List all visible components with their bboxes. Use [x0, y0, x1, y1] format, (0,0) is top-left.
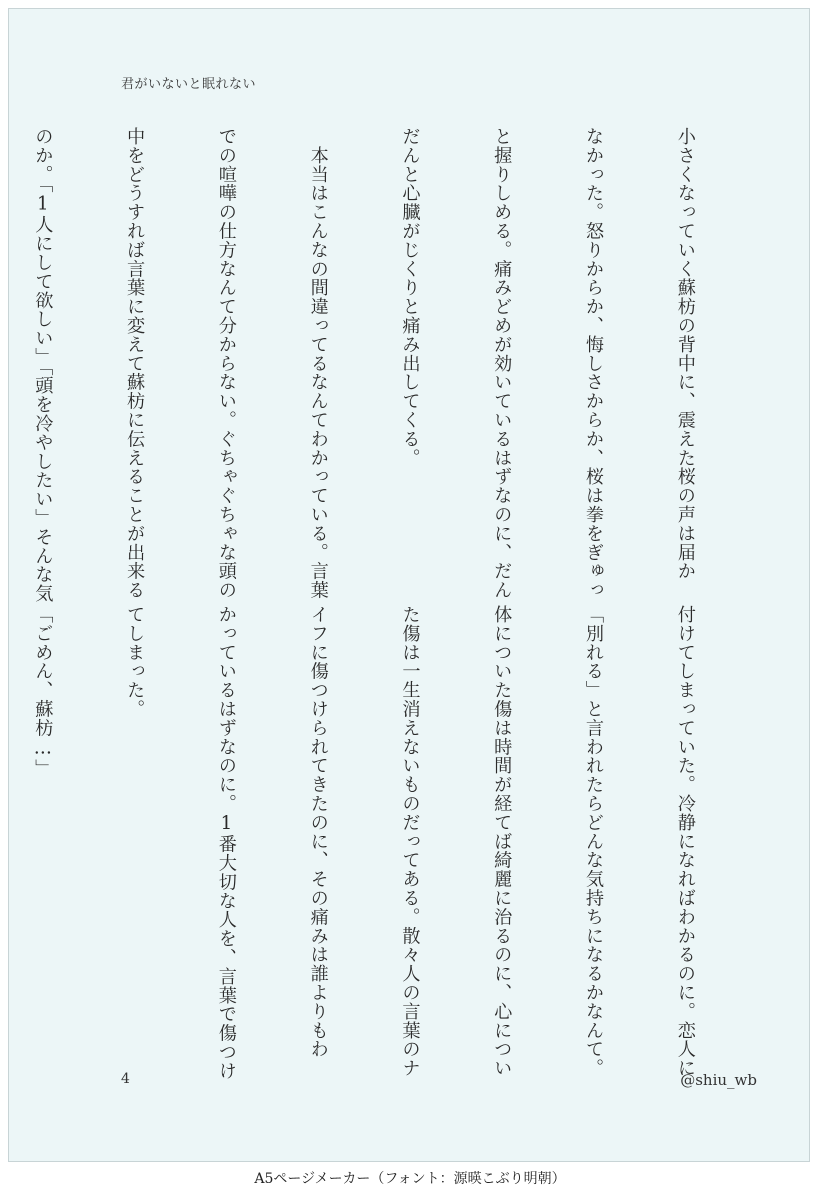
text-column: 「別れる」と言われたらどんな気持ちになるかなんて。: [583, 605, 605, 1078]
text-column: かっているはずなのに。1番大切な人を、言葉で傷つけ: [215, 605, 237, 1081]
running-title: 君がいないと眠れない: [121, 77, 257, 92]
author-handle: @shiu_wb: [680, 1071, 757, 1089]
text-column: てしまった。: [124, 605, 146, 719]
text-column: のか。「1人にして欲しい」「頭を冷やしたい」そんな気: [32, 127, 54, 603]
text-column: 中をどうすれば言葉に変えて蘇枋に伝えることが出来る: [124, 127, 146, 600]
text-column: と握りしめる。痛みどめが効いているはずなのに、だん: [491, 127, 513, 600]
text-column: 本当はこんなの間違ってるなんてわかっている。言葉: [307, 127, 329, 600]
text-column: 付けてしまっていた。冷静になればわかるのに。恋人に: [674, 605, 696, 1078]
page-number: 4: [121, 1071, 130, 1087]
text-column: 「ごめん、蘇枋…」: [32, 605, 54, 778]
text-column: 小さくなっていく蘇枋の背中に、震えた桜の声は届か: [674, 127, 696, 581]
text-block-top: [0, 127, 761, 603]
text-column: での喧嘩の仕方なんて分からない。ぐちゃぐちゃな頭の: [215, 127, 237, 600]
text-column: た傷は一生消えないものだってある。散々人の言葉のナ: [399, 605, 421, 1078]
text-column: なかった。怒りからか、悔しさからか、桜は拳をぎゅっ: [583, 127, 605, 600]
text-column: 体についた傷は時間が経てば綺麗に治るのに、心につい: [491, 605, 513, 1078]
text-column: イフに傷つけられてきたのに、その痛みは誰よりもわ: [307, 605, 329, 1059]
manuscript-page: [8, 8, 810, 1162]
text-column: だんと心臓がじくりと痛み出してくる。: [399, 127, 421, 468]
footer-caption: A5ページメーカー（フォント：源暎こぶり明朝）: [254, 1171, 566, 1187]
